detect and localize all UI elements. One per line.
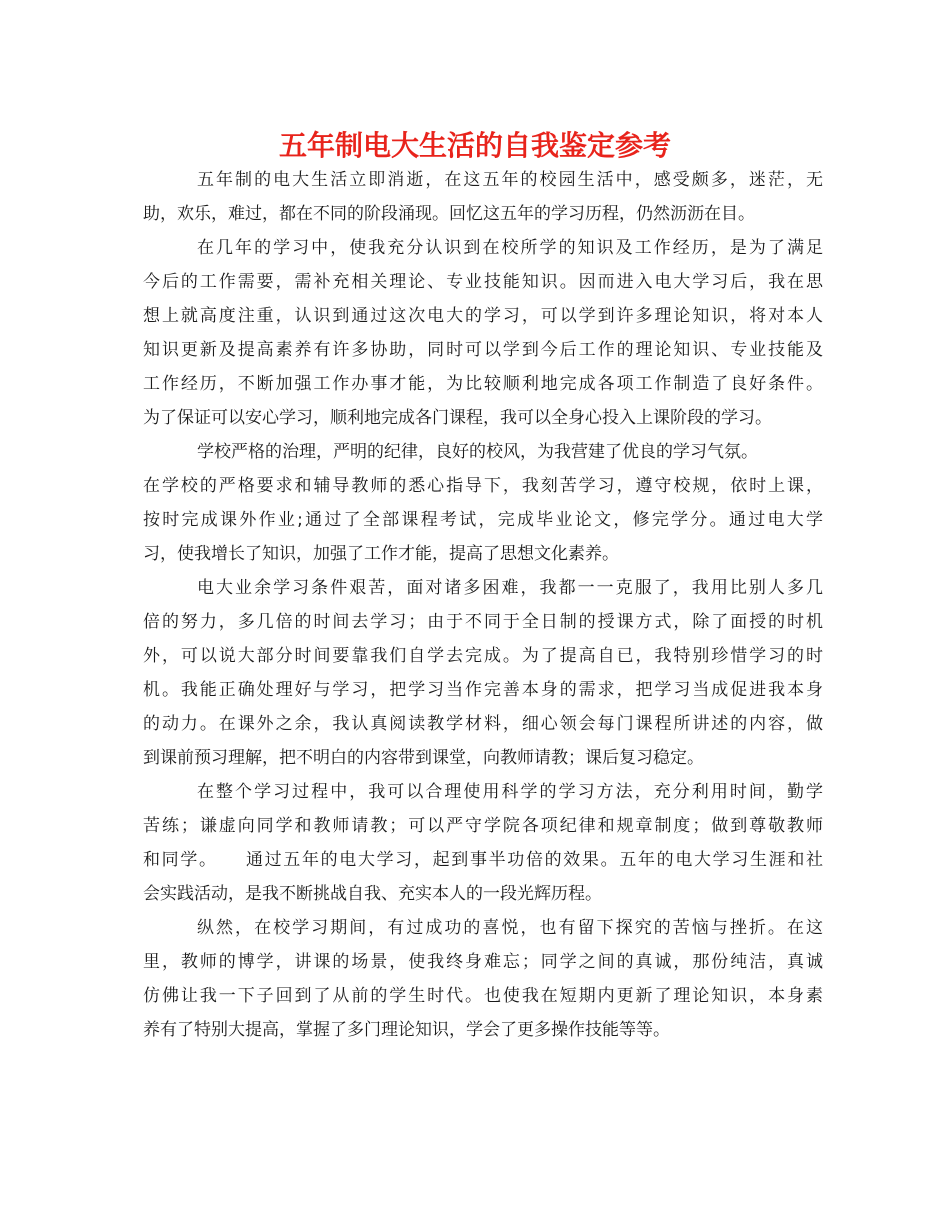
paragraph-6-line-1: 纵然，在校学习期间，有过成功的喜悦，也有留下探究的苦恼与挫折。在这 [197, 918, 823, 938]
paragraph-1-line-2: 助，欢乐，难过，都在不同的阶段涌现。回忆这五年的学习历程，仍然沥沥在目。 [143, 204, 755, 224]
paragraph-6-line-4: 养有了特别大提高，掌握了多门理论知识，学会了更多操作技能等等。 [143, 1020, 670, 1040]
paragraph-5-line-4: 会实践活动，是我不断挑战自我、充实本人的一段光辉历程。 [143, 884, 602, 904]
paragraph-4-line-4: 机。我能正确处理好与学习，把学习当作完善本身的需求，把学习当成促进我本身 [143, 680, 823, 700]
paragraph-3-line-2: 在学校的严格要求和辅导教师的悉心指导下，我刻苦学习，遵守校规，依时上课， [143, 476, 823, 496]
document-body [143, 163, 823, 1047]
paragraph-3-line-1: 学校严格的治理，严明的纪律，良好的校风，为我营建了优良的学习气氛。 [197, 442, 758, 462]
document-title: 五年制电大生活的自我鉴定参考 [278, 129, 671, 162]
paragraph-2-line-2: 今后的工作需要，需补充相关理论、专业技能知识。因而进入电大学习后，我在思 [143, 272, 823, 292]
paragraph-4-line-1: 电大业余学习条件艰苦，面对诸多困难，我都一一克服了，我用比别人多几 [197, 578, 823, 598]
paragraph-4-line-5: 的动力。在课外之余，我认真阅读教学材料，细心领会每门课程所讲述的内容，做 [143, 714, 823, 734]
paragraph-6-line-2: 里，教师的博学，讲课的场景，使我终身难忘；同学之间的真诚，那份纯洁，真诚 [143, 952, 823, 972]
paragraph-5-line-3: 和同学。 通过五年的电大学习，起到事半功倍的效果。五年的电大学习生涯和社 [143, 850, 823, 870]
paragraph-6-line-3: 仿佛让我一下子回到了从前的学生时代。也使我在短期内更新了理论知识，本身素 [143, 986, 823, 1006]
paragraph-1-line-1: 五年制的电大生活立即消逝，在这五年的校园生活中，感受颇多，迷茫，无 [197, 170, 823, 190]
paragraph-2-line-5: 工作经历，不断加强工作办事才能，为比较顺利地完成各项工作制造了良好条件。 [143, 374, 823, 394]
paragraph-2-line-3: 想上就高度注重，认识到通过这次电大的学习，可以学到许多理论知识，将对本人 [143, 306, 823, 326]
paragraph-5-line-2: 苦练；谦虚向同学和教师请教；可以严守学院各项纪律和规章制度；做到尊敬教师 [143, 816, 823, 836]
paragraph-3-line-3: 按时完成课外作业;通过了全部课程考试，完成毕业论文，修完学分。通过电大学 [143, 510, 823, 530]
paragraph-2-line-6: 为了保证可以安心学习，顺利地完成各门课程，我可以全身心投入上课阶段的学习。 [143, 408, 772, 428]
paragraph-5-line-1: 在整个学习过程中，我可以合理使用科学的学习方法，充分利用时间，勤学 [197, 782, 823, 802]
paragraph-3-line-4: 习，使我增长了知识，加强了工作才能，提高了思想文化素养。 [143, 544, 619, 564]
paragraph-4-line-3: 外，可以说大部分时间要靠我们自学去完成。为了提高自已，我特别珍惜学习的时 [143, 646, 823, 666]
paragraph-4-line-2: 倍的努力，多几倍的时间去学习；由于不同于全日制的授课方式，除了面授的时机 [143, 612, 823, 632]
paragraph-2-line-4: 知识更新及提高素养有许多协助，同时可以学到今后工作的理论知识、专业技能及 [143, 340, 823, 360]
paragraph-2-line-1: 在几年的学习中，使我充分认识到在校所学的知识及工作经历，是为了满足 [197, 238, 823, 258]
paragraph-4-line-6: 到课前预习理解，把不明白的内容带到课堂，向教师请教；课后复习稳定。 [143, 748, 704, 768]
